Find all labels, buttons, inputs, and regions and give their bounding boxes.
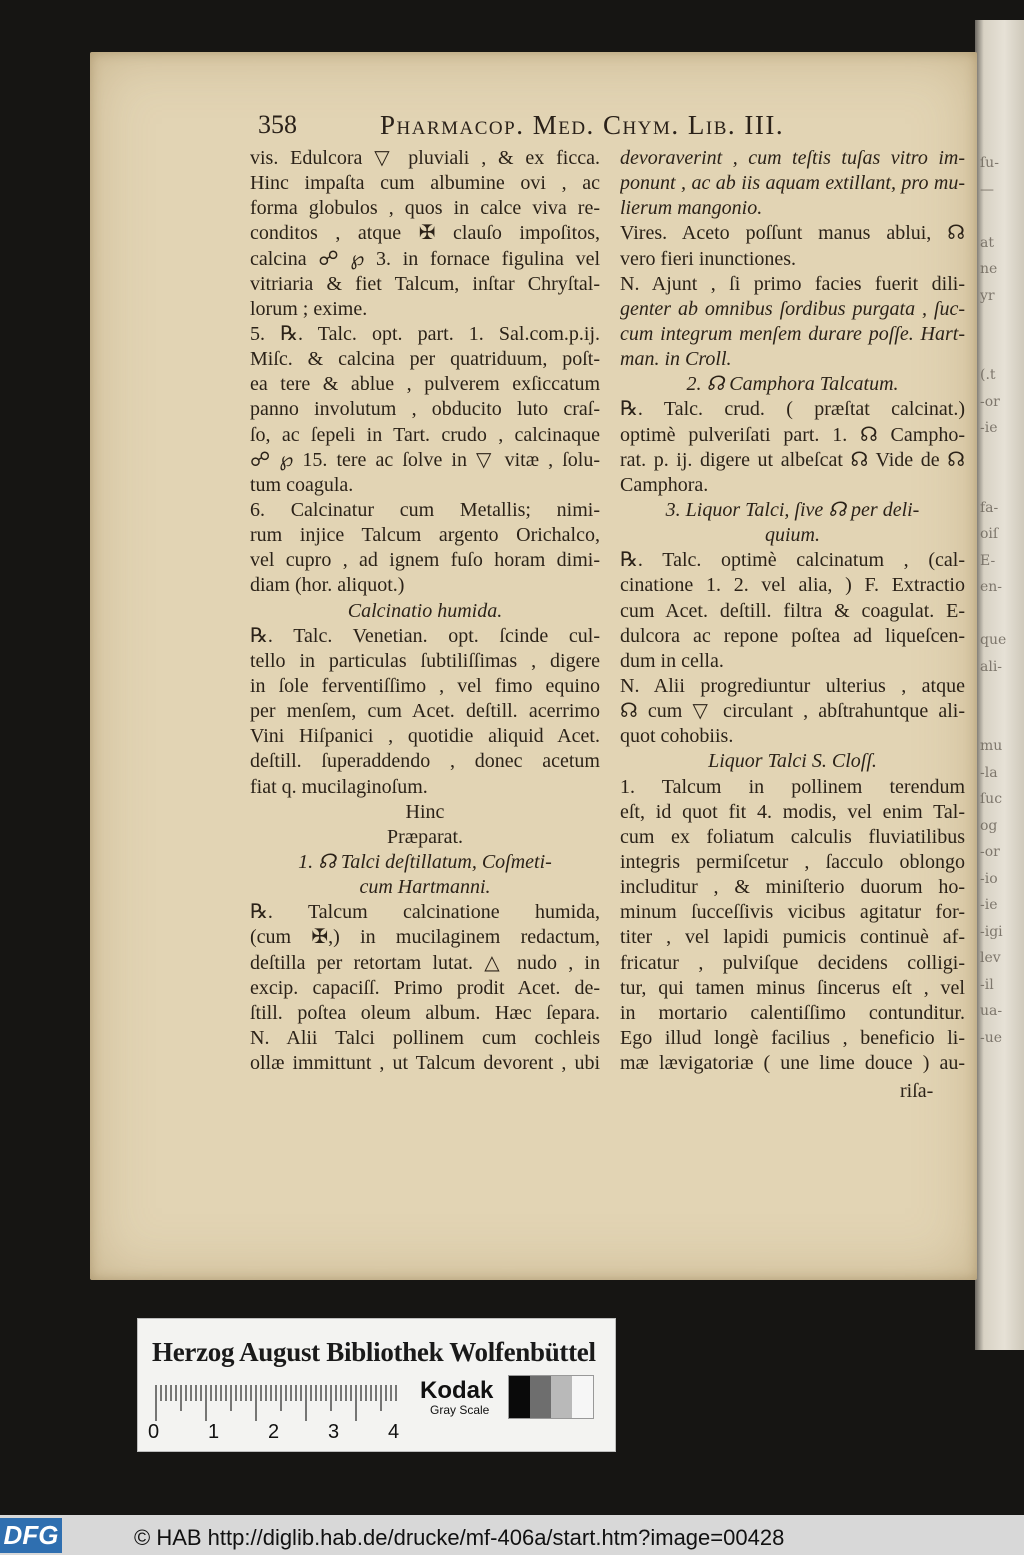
text-line: 3. Liquor Talci, ſive ☊ per deli- <box>665 498 920 521</box>
text-line: ſo, ac ſepeli in Tart. crudo , calcinaque <box>250 423 600 446</box>
text-line: rat. p. ij. digere ut albeſcat ☊ Vide de ☊ <box>620 448 965 471</box>
text-line: forma globulos , quos in calce viva re- <box>250 197 600 220</box>
text-line: cum Acet. deſtill. filtra & coagulat. E- <box>620 599 965 622</box>
text-line: cum integrum menſem durare poſſe. Hart- <box>620 322 965 345</box>
right-text-column <box>620 146 965 1076</box>
text-line: quium. <box>765 524 820 547</box>
page-header <box>258 110 858 150</box>
text-line: fricatur , pulviſque decidens colligi- <box>620 951 965 974</box>
text-line: excip. capaciſſ. Primo prodit Acet. de- <box>250 976 600 999</box>
text-line: ſtill. poſtea oleum album. Hæc ſepara. <box>250 1001 600 1024</box>
ruler-label: 2 <box>268 1421 280 1443</box>
text-line: deſtilla per retortam lutat. △ nudo , in <box>250 951 600 974</box>
text-line: ☍ ℘ 15. tere ac ſolve in ▽ vitæ , ſolu- <box>250 448 600 471</box>
text-line: Miſc. & calcina per quatriduum, poſt- <box>250 348 600 371</box>
dfg-logo: DFG <box>0 1518 62 1553</box>
left-text-column <box>250 146 600 1076</box>
ruler-label: 1 <box>208 1421 220 1443</box>
text-line: mæ lævigatoriæ ( une lime douce ) au- <box>620 1052 965 1075</box>
text-line: 1. Talcum in pollinem terendum <box>620 775 965 798</box>
text-line: 1. ☊ Talci deſtillatum, Coſmeti- <box>298 850 552 873</box>
image-credit: © HAB http://diglib.hab.de/drucke/mf-406a/start.htm?image=00428 <box>134 1525 785 1550</box>
text-line: diam (hor. aliquot.) <box>250 574 405 597</box>
text-line: Vires. Aceto poſſunt manus ablui, ☊ <box>620 222 965 245</box>
text-line: ℞. Talcum calcinatione humida, <box>250 901 600 924</box>
text-line: titer , vel lapidi pumicis continuè af- <box>620 926 965 949</box>
text-line: integris permiſcetur , ſacculo oblongo <box>620 850 965 873</box>
text-line: Camphora. <box>620 473 709 496</box>
gray-scale-label: Gray Scale <box>430 1403 490 1417</box>
text-line: tello in particulas ſubtiliſſimas , digere <box>250 649 600 672</box>
text-line: cum Hartmanni. <box>359 876 491 899</box>
text-line: eſt, id quot fit 4. modis, vel enim Tal- <box>620 800 965 823</box>
page-number: 358 <box>258 110 297 139</box>
running-title: Pharmacop. Med. Chym. Lib. III. <box>380 110 785 140</box>
gray-swatch <box>551 1376 572 1418</box>
text-line: 6. Calcinatur cum Metallis; nimi- <box>250 498 600 521</box>
text-line: dulcora ac repone poſtea ad liqueſcen- <box>620 624 965 647</box>
text-line: lierum mangonio. <box>620 197 763 220</box>
text-line: ℞. Talc. optimè calcinatum , (cal- <box>620 549 965 572</box>
ruler-label: 3 <box>328 1421 340 1443</box>
ruler-label: 4 <box>388 1421 400 1443</box>
text-line: Hinc impaſta cum albumine ovi , ac <box>250 172 600 195</box>
ruler-icon <box>152 1383 402 1423</box>
text-line: Liquor Talci S. Cloſſ. <box>708 750 877 773</box>
text-line: Ego illud longè facilius , beneficio li- <box>620 1026 965 1049</box>
text-line: in ſole ferventiſſimo , vel fimo equino <box>250 674 600 697</box>
text-line: ea tere & ablue , pulverem exſiccatum <box>250 373 600 396</box>
text-line: N. Ajunt , ſi primo facies fuerit dili- <box>620 272 965 295</box>
text-line: in mortario calentiſſimo contunditur. <box>620 1001 965 1024</box>
ruler-label: 0 <box>148 1421 160 1443</box>
text-line: cinatione 1. 2. vel alia, ) F. Extractio <box>620 574 965 597</box>
kodak-logo: Kodak <box>420 1377 494 1404</box>
text-line: deſtill. ſuperaddendo , donec acetum <box>250 750 600 773</box>
text-line: Vini Hiſpanici , quotidie aliquid Acet. <box>250 725 600 748</box>
gray-swatch <box>572 1376 593 1418</box>
text-line: man. in Croll. <box>620 348 732 371</box>
text-line: vero fieri inunctiones. <box>620 247 797 270</box>
gray-swatch <box>530 1376 551 1418</box>
text-line: Præparat. <box>386 825 464 848</box>
text-line: ponunt , ac ab iis aquam extillant, pro mu- <box>620 172 965 195</box>
text-line: rum injice Talcum argento Orichalco, <box>250 524 600 547</box>
text-line: genter ab omnibus ſordibus purgata , ſuc- <box>620 297 965 320</box>
text-line: vitriaria & fiet Talcum, inſtar Chryſtal- <box>250 272 600 295</box>
text-line: dum in cella. <box>620 649 724 672</box>
text-line: Calcinatio humida. <box>347 599 503 622</box>
text-line: 5. ℞. Talc. opt. part. 1. Sal.com.p.ij. <box>250 322 600 345</box>
text-line: ℞. Talc. Venetian. opt. ſcinde cul- <box>250 624 600 647</box>
neighbor-page-fragments: ſu- — at ne yr (.t -or -ie fa- oiſ E- en- que ali- mu -la ſuc og -or -io -ie -igi lev -il ua- -ue <box>980 155 1007 1046</box>
text-line: includitur , & miniſterio duorum ho- <box>620 876 965 899</box>
text-line: (cum ✠,) in mucilaginem redactum, <box>250 926 600 949</box>
text-line: cum ex foliatum calculis fluviatilibus <box>620 825 965 848</box>
text-line: ℞. Talc. crud. ( præſtat calcinat.) <box>620 398 965 421</box>
text-line: vel cupro , ad ignem fuſo horam dimi- <box>250 549 600 572</box>
text-line: Hinc <box>405 800 445 823</box>
text-line: calcina ☍ ℘ 3. in fornace figulina vel <box>250 247 600 270</box>
text-line: devoraverint , cum teſtis tuſas vitro im- <box>620 147 965 169</box>
catchword: riſa- <box>900 1080 934 1102</box>
text-line: conditos , atque ✠ clauſo impoſitos, <box>250 222 600 245</box>
text-line: tur, qui tamen minus ſincerus eſt , vel <box>620 976 965 999</box>
text-line: N. Alii progrediuntur ulterius , atque <box>620 674 965 697</box>
text-line: ☊ cum ▽ circulant , abſtrahuntque ali- <box>620 700 965 723</box>
color-calibration-bar <box>137 1318 616 1452</box>
text-line: ollæ immittunt , ut Talcum devorent , ubi <box>250 1052 600 1075</box>
text-line: fiat q. mucilaginoſum. <box>250 775 428 798</box>
text-line: lorum ; exime. <box>250 297 368 320</box>
text-line: optimè pulveriſati part. 1. ☊ Campho- <box>620 423 965 446</box>
library-name: Herzog August Bibliothek Wolfenbüttel <box>152 1337 596 1367</box>
text-line: panno involutum , obducito luto craſ- <box>250 398 600 421</box>
text-line: vis. Edulcora ▽ pluviali , & ex ficca. <box>250 147 600 169</box>
text-line: minum ſucceſſivis vicibus agitatur for- <box>620 901 965 924</box>
text-line: 2. ☊ Camphora Talcatum. <box>686 373 899 396</box>
text-line: tum coagula. <box>250 473 354 496</box>
text-line: quot cohobiis. <box>620 725 734 748</box>
text-line: N. Alii Talci pollinem cum cochleis <box>250 1026 600 1049</box>
gray-swatch <box>509 1376 530 1418</box>
text-line: per menſem, cum Acet. deſtill. acerrimo <box>250 700 600 723</box>
gray-swatches <box>508 1375 594 1419</box>
